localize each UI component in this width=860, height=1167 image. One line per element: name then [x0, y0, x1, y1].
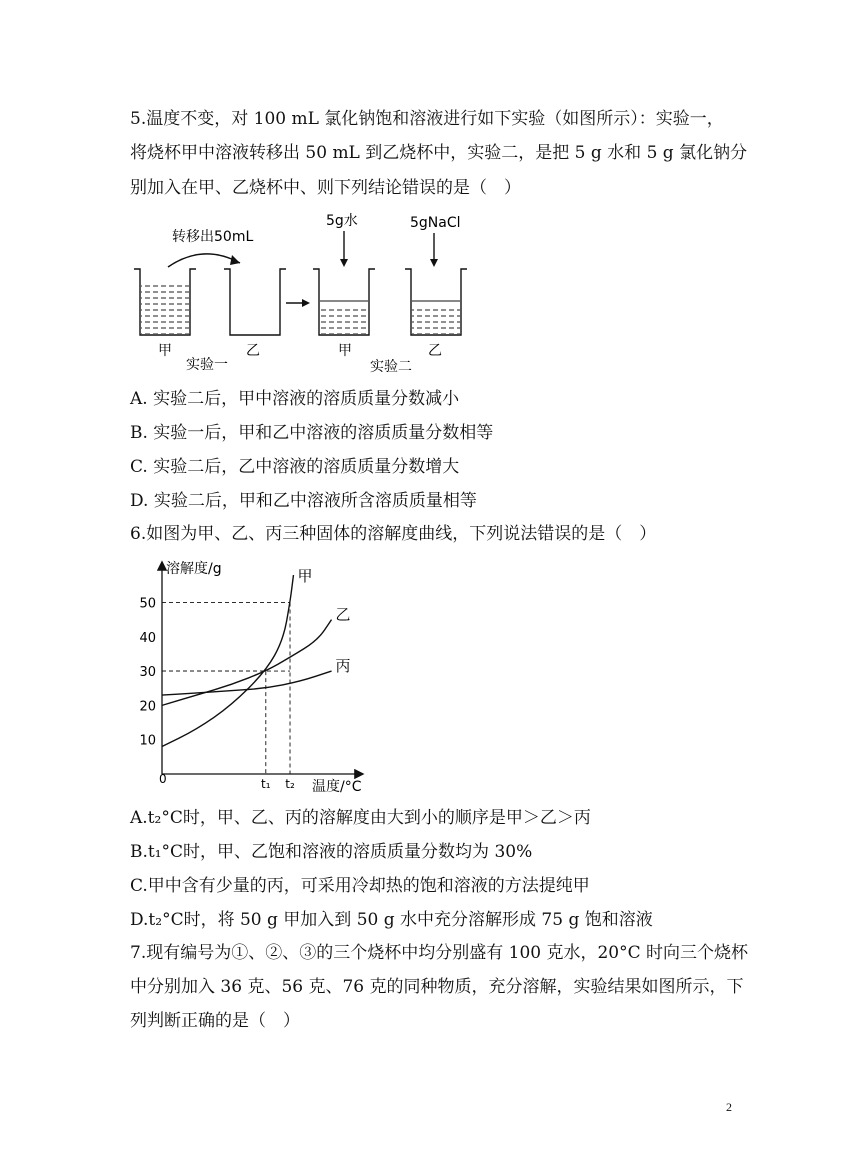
q7-stem-line-3: 列判断正确的是（ ）: [130, 1011, 300, 1031]
exp2-label: 实验二: [370, 359, 412, 375]
q5-stem-line-1: 5.温度不变，对 100 mL 氯化钠饱和溶液进行如下实验（如图所示）：实验一，: [130, 109, 724, 129]
x-tick-label: t₁: [261, 777, 271, 791]
y-axis-label: 溶解度/g: [166, 561, 222, 577]
q5-option-d: D. 实验二后，甲和乙中溶液所含溶质质量相等: [130, 491, 477, 511]
q5-option-b: B. 实验一后，甲和乙中溶液的溶质质量分数相等: [130, 423, 494, 443]
q7-stem-line-2: 中分别加入 36 克、56 克、76 克的同种物质，充分溶解，实验结果如图所示，下: [130, 977, 744, 997]
q5-stem-line-3: 别加入在甲、乙烧杯中、则下列结论错误的是（ ）: [130, 178, 521, 198]
series-line-2: [162, 620, 332, 706]
beaker-yi-exp1: [224, 269, 286, 335]
beaker-yi-label-2: 乙: [428, 343, 442, 359]
q5-stem-line-2: 将烧杯甲中溶液转移出 50 mL 到乙烧杯中，实验二，是把 5 g 水和 5 g 氯化钠分: [130, 143, 748, 163]
q5-experiment-figure: [128, 205, 478, 380]
beaker-yi-label-1: 乙: [246, 343, 260, 359]
y-tick-label: 30: [139, 665, 156, 681]
middle-arrowhead: [302, 299, 310, 307]
solubility-chart: [130, 555, 380, 800]
y-tick-label: 10: [139, 733, 156, 749]
q5-option-a: A. 实验二后，甲中溶液的溶质质量分数减小: [130, 389, 460, 409]
q7-stem-line-1: 7.现有编号为①、②、③的三个烧杯中均分别盛有 100 克水，20°C 时向三个烧杯: [130, 943, 749, 963]
page-number: 2: [726, 1100, 732, 1114]
q5-option-c: C. 实验二后，乙中溶液的溶质质量分数增大: [130, 457, 460, 477]
transfer-arrow: [168, 254, 240, 267]
exp1-label: 实验一: [186, 357, 228, 373]
water-label: 5g水: [326, 213, 358, 229]
y-tick-label: 20: [139, 699, 156, 715]
transfer-label: 转移出50mL: [172, 229, 254, 245]
q6-option-d: D.t₂°C时，将 50 g 甲加入到 50 g 水中充分溶解形成 75 g 饱和溶液: [130, 910, 653, 930]
q6-option-a: A.t₂°C时，甲、乙、丙的溶解度由大到小的顺序是甲＞乙＞丙: [130, 808, 591, 828]
beaker-jia-exp2: [313, 269, 375, 335]
q6-option-c: C.甲中含有少量的丙，可采用冷却热的饱和溶液的方法提纯甲: [130, 876, 590, 896]
y-tick-label: 40: [139, 630, 156, 646]
q6-stem: 6.如图为甲、乙、丙三种固体的溶解度曲线，下列说法错误的是（ ）: [130, 524, 657, 544]
series-line-1: [162, 575, 293, 747]
series-line-3: [162, 671, 332, 695]
beaker-yi-exp2: [405, 269, 467, 335]
nacl-label: 5gNaCl: [410, 215, 461, 231]
series-label-1: 甲: [297, 567, 313, 585]
origin-label: 0: [159, 772, 167, 786]
x-tick-label: t₂: [285, 777, 295, 791]
transfer-arrowhead: [230, 255, 240, 265]
beaker-jia-label-2: 甲: [338, 343, 352, 359]
series-label-2: 乙: [335, 605, 351, 624]
nacl-arrowhead: [430, 259, 438, 267]
x-axis-label: 温度/°C: [312, 779, 362, 795]
q6-option-b: B.t₁°C时，甲、乙饱和溶液的溶质质量分数均为 30%: [130, 842, 533, 862]
water-arrowhead: [340, 259, 348, 267]
series-label-3: 丙: [335, 657, 351, 676]
beaker-jia-label-1: 甲: [158, 343, 172, 359]
beaker-jia-exp1: [134, 269, 196, 335]
y-tick-label: 50: [139, 596, 156, 612]
